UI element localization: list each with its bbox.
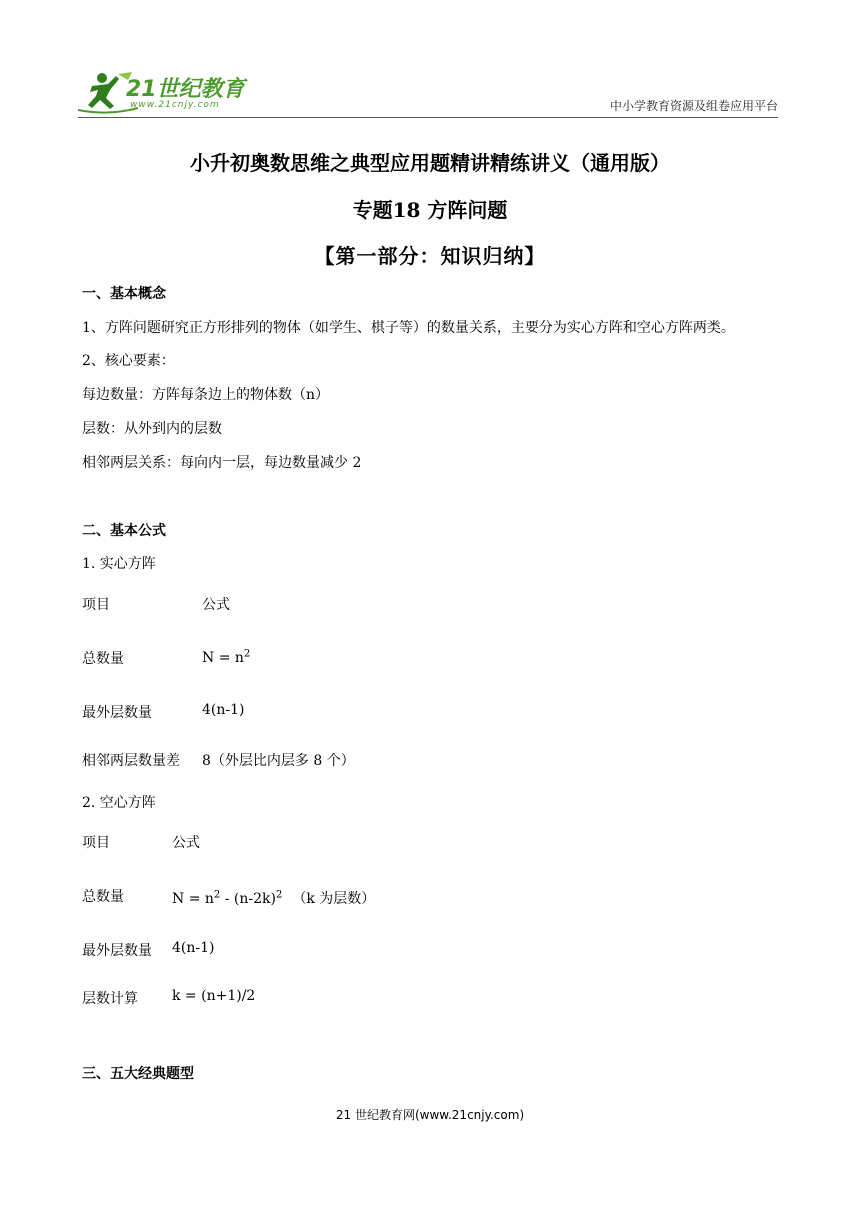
table-cell-formula: 4(n-1) — [172, 940, 215, 956]
section-heading-concepts: 一、基本概念 — [82, 286, 166, 302]
table-cell-item: 最外层数量 — [82, 705, 152, 721]
table-header-formula: 公式 — [172, 835, 200, 851]
page-footer: 21 世纪教育网(www.21cnjy.com) — [335, 1108, 525, 1122]
table-cell-item: 总数量 — [82, 889, 124, 905]
table-header-item: 项目 — [82, 597, 110, 613]
table-cell-formula: 8（外层比内层多 8 个） — [202, 753, 355, 769]
section-heading-problem-types: 三、五大经典题型 — [82, 1066, 194, 1082]
table-cell-item: 层数计算 — [82, 991, 138, 1007]
logo — [78, 70, 248, 116]
document-subtitle: 专题18 方阵问题 — [352, 198, 508, 222]
paragraph-line: 相邻两层关系：每向内一层，每边数量减少 2 — [82, 455, 362, 471]
header-platform-text: 中小学教育资源及组卷应用平台 — [609, 99, 778, 113]
table-cell-item: 最外层数量 — [82, 943, 152, 959]
table-cell-formula: k = (n+1)/2 — [172, 988, 256, 1004]
subsection-hollow-label: 2. 空心方阵 — [82, 795, 156, 811]
table-header-item: 项目 — [82, 835, 110, 851]
paragraph-line: 1、方阵问题研究正方形排列的物体（如学生、棋子等）的数量关系，主要分为实心方阵和空心方阵两类。 — [82, 320, 735, 336]
paragraph-line: 2、核心要素： — [82, 353, 175, 369]
subsection-solid-label: 1. 实心方阵 — [82, 556, 156, 572]
part-heading: 【第一部分：知识归纳】 — [314, 244, 546, 268]
logo-url: www.21cnjy.com — [130, 100, 220, 110]
table-cell-item: 相邻两层数量差 — [82, 753, 180, 769]
table-cell-item: 总数量 — [82, 651, 124, 667]
section-heading-formulas: 二、基本公式 — [82, 523, 166, 539]
paragraph-line: 层数：从外到内的层数 — [82, 421, 222, 437]
table-cell-formula: $N = n^2 - (n-2k)^2$ （k 为层数） — [172, 889, 376, 907]
paragraph-line: 每边数量：方阵每条边上的物体数（n） — [82, 387, 330, 403]
table-cell-formula: 4(n-1) — [202, 702, 245, 718]
table-cell-formula: $N = n^2$ — [202, 648, 251, 666]
document-title: 小升初奥数思维之典型应用题精讲精练讲义（通用版） — [190, 151, 670, 175]
logo-text: 21世纪教育 — [126, 77, 245, 102]
table-header-formula: 公式 — [202, 597, 230, 613]
header-divider — [78, 117, 778, 118]
